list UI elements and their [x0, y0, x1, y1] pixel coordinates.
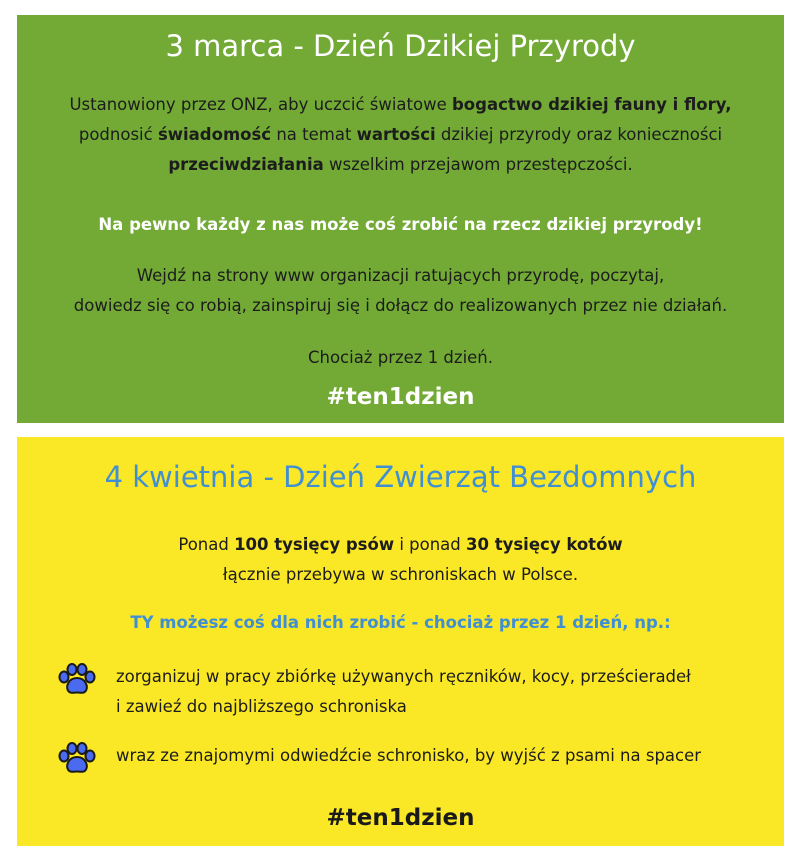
action-line-1: Wejdź na strony www organizacji ratujących przyrodę, poczytaj,: [136, 266, 665, 285]
action-line-2: dowiedz się co robią, zainspiruj się i dołącz do realizowanych przez nie działań.: [73, 296, 728, 315]
animals-hashtag: #ten1dzien: [326, 805, 475, 831]
wildlife-day-title: 3 marca - Dzień Dzikiej Przyrody: [165, 29, 636, 63]
paw-icon: [57, 741, 97, 775]
wildlife-one-day-text: Chociaż przez 1 dzień.: [307, 348, 494, 367]
wildlife-action-text: [17, 261, 784, 321]
wildlife-day-panel: [17, 15, 784, 423]
wildlife-day-description: [17, 90, 784, 180]
animals-callout: TY możesz coś dla nich zrobić - chociaż przez 1 dzień, np.:: [130, 613, 671, 632]
wildlife-hashtag: #ten1dzien: [326, 384, 475, 410]
homeless-animals-day-title: 4 kwietnia - Dzień Zwierząt Bezdomnych: [104, 460, 697, 494]
bullet-item-shelter-walk: [57, 741, 701, 775]
homeless-animals-day-panel: [17, 437, 784, 846]
stats-line-1: Ponad 100 tysięcy psów i ponad 30 tysięcy kotów: [178, 535, 623, 554]
paw-icon: [57, 662, 97, 696]
bullet-text: zorganizuj w pracy zbiórkę używanych ręczników, kocy, prześcieradeł i zawieź do najbliższego schroniska: [116, 667, 691, 716]
stats-line-2: łącznie przebywa w schroniskach w Polsce.: [222, 565, 579, 584]
description-line-1: Ustanowiony przez ONZ, aby uczcić światowe bogactwo dzikiej fauny i flory,: [69, 95, 732, 114]
description-line-3: przeciwdziałania wszelkim przejawom przestępczości.: [168, 155, 633, 174]
bullet-text: wraz ze znajomymi odwiedźcie schronisko, by wyjść z psami na spacer: [116, 746, 702, 765]
wildlife-callout: Na pewno każdy z nas może coś zrobić na rzecz dzikiej przyrody!: [98, 215, 703, 234]
bullet-item-collection: [57, 662, 691, 722]
shelter-stats: [17, 530, 784, 590]
description-line-2: podnosić świadomość na temat wartości dzikiej przyrody oraz konieczności: [78, 125, 723, 144]
